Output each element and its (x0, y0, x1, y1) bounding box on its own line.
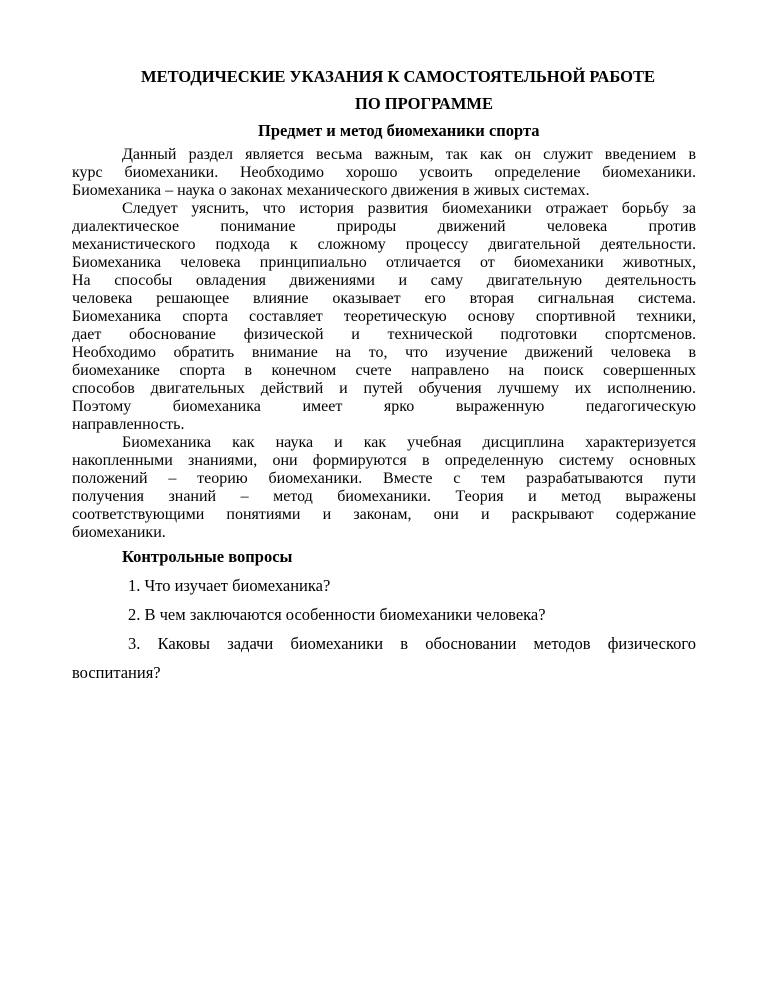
text-line: механистического подхода к сложному процессу двигательной деятельности. (72, 236, 696, 253)
section-subtitle: Предмет и метод биомеханики спорта (258, 121, 540, 140)
text-line: способов двигательных действий и путей обучения лучшему их исполнению. (72, 380, 696, 397)
text-line: биомеханике спорта в конечном счете направлено на поиск совершенных (72, 362, 696, 379)
document-page (72, 63, 696, 687)
text-line: Биомеханика человека принципиально отличается от биомеханики животных, (72, 254, 696, 271)
text-line: получения знаний – метод биомеханики. Теория и метод выражены (72, 488, 696, 505)
question-2 (72, 600, 696, 629)
text-line: соответствующими понятиями и законам, они и раскрывают содержание (72, 506, 696, 523)
paragraph-2 (72, 200, 696, 434)
text-line: биомеханики. (72, 524, 166, 541)
text-line: Поэтому биомеханика имеет ярко выраженную педагогическую (72, 398, 696, 415)
title-line-2: ПО ПРОГРАММЕ (355, 94, 493, 113)
text-line: Следует уяснить, что история развития биомеханики отражает борьбу за (122, 200, 696, 217)
text-line: курс биомеханики. Необходимо хорошо усвоить определение биомеханики. (72, 164, 696, 181)
questions-heading: Контрольные вопросы (122, 547, 293, 566)
text-line: Биомеханика как наука и как учебная дисциплина характеризуется (122, 434, 696, 451)
question-text: 2. В чем заключаются особенности биомеханики человека? (128, 605, 546, 624)
title-line-1: МЕТОДИЧЕСКИЕ УКАЗАНИЯ К САМОСТОЯТЕЛЬНОЙ РАБОТЕ (141, 67, 655, 86)
text-line: человека решающее влияние оказывает его вторая сигнальная система. (72, 290, 696, 307)
paragraph-1 (72, 146, 696, 200)
question-1 (72, 571, 696, 600)
question-text: 3. Каковы задачи биомеханики в обосновании методов физического (128, 634, 696, 653)
text-line: Биомеханика – наука о законах механического движения в живых системах. (72, 182, 590, 199)
text-line: На способы овладения движениями и саму двигательную деятельность (72, 272, 696, 289)
question-3 (72, 629, 696, 687)
question-text: воспитания? (72, 663, 161, 682)
question-text: 1. Что изучает биомеханика? (128, 576, 331, 595)
text-line: дает обоснование физической и технической подготовки спортсменов. (72, 326, 696, 343)
text-line: Данный раздел является весьма важным, так как он служит введением в (122, 146, 696, 163)
paragraph-3 (72, 434, 696, 542)
document-title (72, 63, 696, 117)
text-line: накопленными знаниями, они формируются в определенную систему основных (72, 452, 696, 469)
text-line: Биомеханика спорта составляет теоретическую основу спортивной техники, (72, 308, 696, 325)
text-line: положений – теорию биомеханики. Вместе с тем разрабатываются пути (72, 470, 696, 487)
text-line: Необходимо обратить внимание на то, что изучение движений человека в (72, 344, 696, 361)
text-line: диалектическое понимание природы движений человека против (72, 218, 696, 235)
text-line: направленность. (72, 416, 185, 433)
